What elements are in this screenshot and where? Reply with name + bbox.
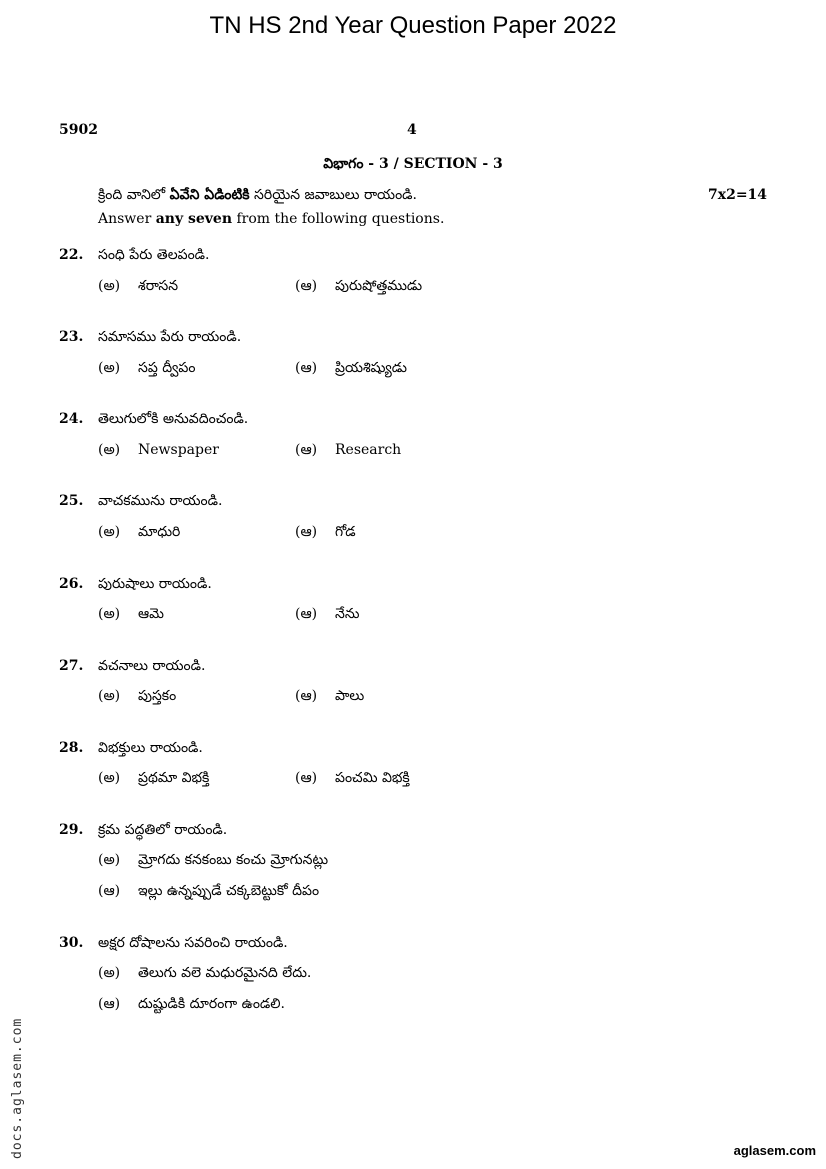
option-text: దుష్టుడికి దూరంగా ఉండలి.: [138, 996, 285, 1012]
question-text: అక్షర దోషాలను సవరించి రాయండి.: [98, 935, 288, 951]
option-text: ఆమె: [138, 606, 164, 622]
option-a: [98, 770, 209, 789]
option-label: (అ): [98, 442, 121, 458]
question-number: 29.: [59, 822, 84, 838]
option-text: మాధురి: [138, 524, 181, 540]
option-text: Newspaper: [138, 442, 219, 458]
option-text: శరాసన: [138, 278, 179, 294]
question-number: 26.: [59, 576, 84, 592]
option-b: [295, 688, 364, 707]
option-a: [98, 278, 178, 297]
option-b: [295, 606, 360, 625]
question-number: 22.: [59, 247, 84, 263]
option-text: మ్రోగదు కనకంబు కంచు మ్రోగునట్లు: [138, 852, 329, 868]
option-a: [98, 688, 176, 707]
option-text: నేను: [335, 606, 360, 622]
watermark-text: docs.aglasem.com: [10, 1017, 25, 1159]
option-label: (అ): [98, 524, 121, 540]
option-label: (ఆ): [295, 442, 318, 458]
option-text: తెలుగు వలె మధురమైనది లేదు.: [138, 965, 312, 981]
option-label: (అ): [98, 688, 121, 704]
option-a: [98, 606, 164, 625]
option-b: [98, 883, 319, 902]
question-text: సంధి పేరు తెలపండి.: [98, 247, 210, 263]
question-number: 27.: [59, 658, 84, 674]
question-number: 23.: [59, 329, 84, 345]
banner-title: TN HS 2nd Year Question Paper 2022: [209, 12, 617, 39]
option-label: (ఆ): [295, 360, 318, 376]
instruction-english-post: from the following questions.: [232, 211, 445, 227]
option-b: [295, 442, 401, 461]
paper-code: 5902: [59, 122, 98, 138]
question-number: 25.: [59, 493, 84, 509]
option-text: సప్త ద్వీపం: [138, 360, 196, 376]
option-a: [98, 360, 195, 379]
option-b: [98, 996, 285, 1015]
option-b: [295, 278, 422, 297]
instruction-telugu-bold: ఏవేని ఏడింటికి: [169, 187, 250, 203]
option-label: (అ): [98, 278, 121, 294]
question-number: 28.: [59, 740, 84, 756]
option-text: ప్రియశిష్యుడు: [335, 360, 407, 376]
page-number: 4: [407, 122, 417, 138]
instruction-english-pre: Answer: [98, 211, 156, 227]
option-a: [98, 524, 180, 543]
instruction-telugu: [98, 187, 417, 206]
question-text: వాచకమును రాయండి.: [98, 493, 223, 509]
option-label: (ఆ): [295, 688, 318, 704]
marks-label: 7x2=14: [708, 187, 768, 203]
question-text: తెలుగులోకి అనువదించండి.: [98, 411, 249, 427]
question-text: క్రమ పద్ధతిలో రాయండి.: [98, 822, 228, 838]
option-b: [295, 360, 407, 379]
section-title: విభాగం - 3 / SECTION - 3: [323, 156, 503, 172]
option-text: గోడ: [335, 524, 356, 540]
option-label: (ఆ): [295, 770, 318, 786]
option-a: [98, 852, 328, 871]
question-number: 24.: [59, 411, 84, 427]
option-text: పుస్తకం: [138, 688, 177, 704]
question-text: సమాసము పేరు రాయండి.: [98, 329, 242, 345]
option-b: [295, 770, 410, 789]
instruction-english: [98, 211, 444, 227]
option-label: (ఆ): [295, 606, 318, 622]
footer-brand: aglasem.com: [733, 1143, 816, 1158]
option-a: [98, 442, 219, 461]
option-text: ఇల్లు ఉన్నప్పుడే చక్కబెట్టుకో దీపం: [138, 883, 320, 899]
question-text: విభక్తులు రాయండి.: [98, 740, 203, 756]
option-label: (అ): [98, 965, 121, 981]
option-text: ప్రథమా విభక్తి: [138, 770, 210, 786]
option-label: (అ): [98, 852, 121, 868]
instruction-english-bold: any seven: [155, 211, 233, 227]
question-number: 30.: [59, 935, 84, 951]
question-text: వచనాలు రాయండి.: [98, 658, 206, 674]
option-label: (అ): [98, 360, 121, 376]
option-a: [98, 965, 311, 984]
option-text: పంచమి విభక్తి: [335, 770, 410, 786]
option-label: (అ): [98, 770, 121, 786]
option-label: (అ): [98, 606, 121, 622]
option-label: (ఆ): [98, 996, 121, 1012]
option-label: (ఆ): [295, 278, 318, 294]
option-text: పురుషోత్తముడు: [335, 278, 423, 294]
option-text: Research: [335, 442, 402, 458]
instruction-telugu-pre: క్రింది వానిలో: [98, 187, 170, 203]
option-text: పాలు: [335, 688, 365, 704]
option-label: (ఆ): [295, 524, 318, 540]
option-label: (ఆ): [98, 883, 121, 899]
question-text: పురుషాలు రాయండి.: [98, 576, 212, 592]
option-b: [295, 524, 356, 543]
instruction-telugu-post: సరియైన జవాబులు రాయండి.: [249, 187, 417, 203]
